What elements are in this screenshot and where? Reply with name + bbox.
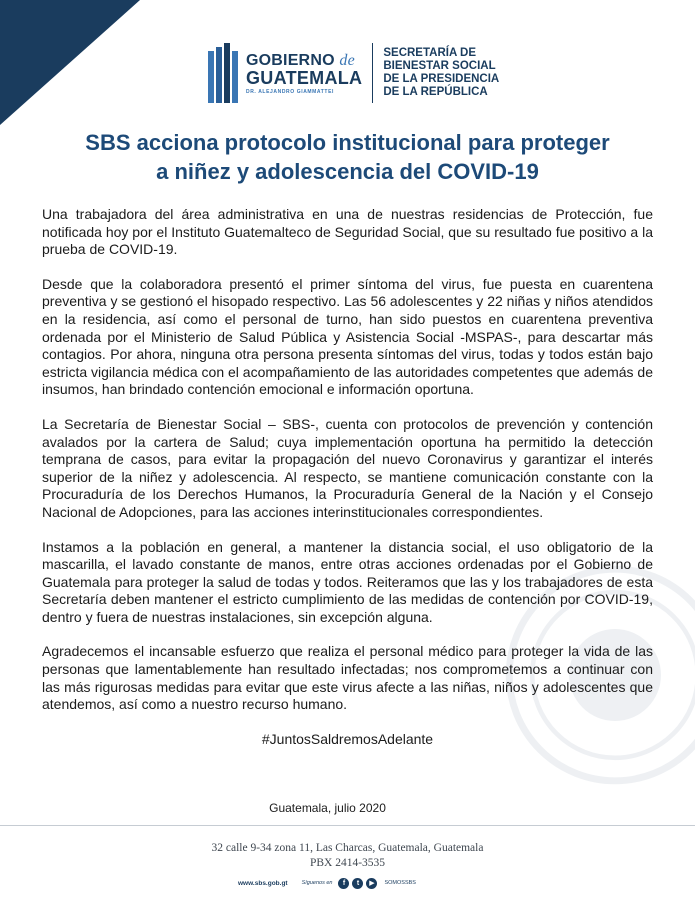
secretariat-line-2: BIENESTAR SOCIAL bbox=[383, 60, 496, 72]
body-paragraph: Una trabajadora del área administrativa en una de nuestras residencias de Protección, fue notificada hoy por el Instituto Guatemalteco de Seguridad Social, que su resultado fue positivo a la prueba de COVID-19. bbox=[42, 206, 653, 258]
header-divider bbox=[372, 43, 373, 103]
youtube-icon[interactable]: ▶ bbox=[366, 878, 377, 889]
body-paragraph: Desde que la colaboradora presentó el primer síntoma del virus, fue puesta en cuarentena preventiva y se gestionó el hisopado respectivo. Las 56 adolescentes y 22 niñas y niños atendidos en la residencia, así como el personal de turno, han sido puestos en cuarentena preventiva ordenada por el Ministerio de Salud Pública y Asistencia Social -MSPAS-, para descartar más contagios. Por ahora, ninguna otra persona presenta síntomas del virus, todas y todos están bajo estricta vigilancia médica con el acompañamiento de las autoridades competentes que además de insumos, han brindado contención emocional e información oportuna. bbox=[42, 275, 653, 398]
website-link[interactable]: www.sbs.gob.gt bbox=[238, 879, 288, 887]
twitter-icon[interactable]: t bbox=[352, 878, 363, 889]
footer-divider bbox=[0, 825, 695, 826]
footer-social bbox=[238, 876, 416, 890]
title-line-2: a niñez y adolescencia del COVID-19 bbox=[156, 159, 539, 184]
footer-phone: PBX 2414-3535 bbox=[309, 857, 386, 869]
secretariat-line-1: SECRETARÍA DE bbox=[383, 47, 477, 59]
secretariat-line-3: DE LA PRESIDENCIA bbox=[383, 73, 500, 85]
hashtag: #JuntosSaldremosAdelante bbox=[261, 730, 434, 747]
footer-address: 32 calle 9-34 zona 11, Las Charcas, Guatemala, Guatemala bbox=[211, 842, 484, 854]
guatemala-flag-logo-icon bbox=[208, 43, 238, 103]
facebook-icon[interactable]: f bbox=[338, 878, 349, 889]
header-logos bbox=[208, 40, 499, 106]
body-paragraph: Instamos a la población en general, a mantener la distancia social, el uso obligatorio de la mascarilla, el lavado constante de manos, entre otras acciones ordenadas por el Gobierno de Guatemala para proteger la salud de todas y todos. Reiteramos que las y los trabajadores de esta Secretaría deben mantener el estricto cumplimiento de las medidas de contención por COVID-19, dentro y fuera de nuestras instalaciones, sin excepción alguna. bbox=[42, 538, 653, 625]
body-paragraph: Agradecemos el incansable esfuerzo que realiza el personal médico para proteger la vida de las personas que lamentablemente han resultado infectadas; nos comprometemos a continuar con las más rigurosas medidas para evitar que este virus afecte a las niñas, niños y adolescentes que atendemos, así como a nuestro recurso humano. bbox=[42, 643, 653, 713]
press-release-title bbox=[20, 128, 675, 186]
gov-guatemala: GUATEMALA bbox=[246, 67, 363, 88]
gov-president: DR. ALEJANDRO GIAMMATTEI bbox=[246, 88, 335, 95]
corner-decoration bbox=[0, 0, 140, 125]
secretariat-line-4: DE LA REPÚBLICA bbox=[383, 86, 488, 98]
gov-gobierno: GOBIERNO bbox=[246, 51, 335, 69]
follow-label: Síguenos en bbox=[301, 880, 333, 886]
date-line: Guatemala, julio 2020 bbox=[269, 801, 386, 815]
social-handle: SOMOSSBS bbox=[384, 880, 416, 886]
body-paragraph: La Secretaría de Bienestar Social – SBS-, cuenta con protocolos de prevención y contención avalados por la cartera de Salud; cuya implementación oportuna ha permitido la detección temprana de casos, para evitar la propagación del nuevo Coronavirus y garantizar el interés superior de la niñez y adolescencia. Al respecto, se mantiene comunicación constante con la Procuraduría de los Derechos Humanos, la Procuraduría General de la Nación y el Consejo Nacional de Adopciones, para las acciones interinstitucionales correspondientes. bbox=[42, 415, 653, 520]
gov-line-1 bbox=[246, 52, 362, 69]
gov-de: de bbox=[339, 51, 355, 69]
government-logo-text bbox=[246, 52, 362, 95]
secretariat-logo-text bbox=[383, 47, 499, 99]
press-release-body bbox=[42, 206, 653, 765]
title-line-1: SBS acciona protocolo institucional para proteger bbox=[85, 130, 610, 155]
